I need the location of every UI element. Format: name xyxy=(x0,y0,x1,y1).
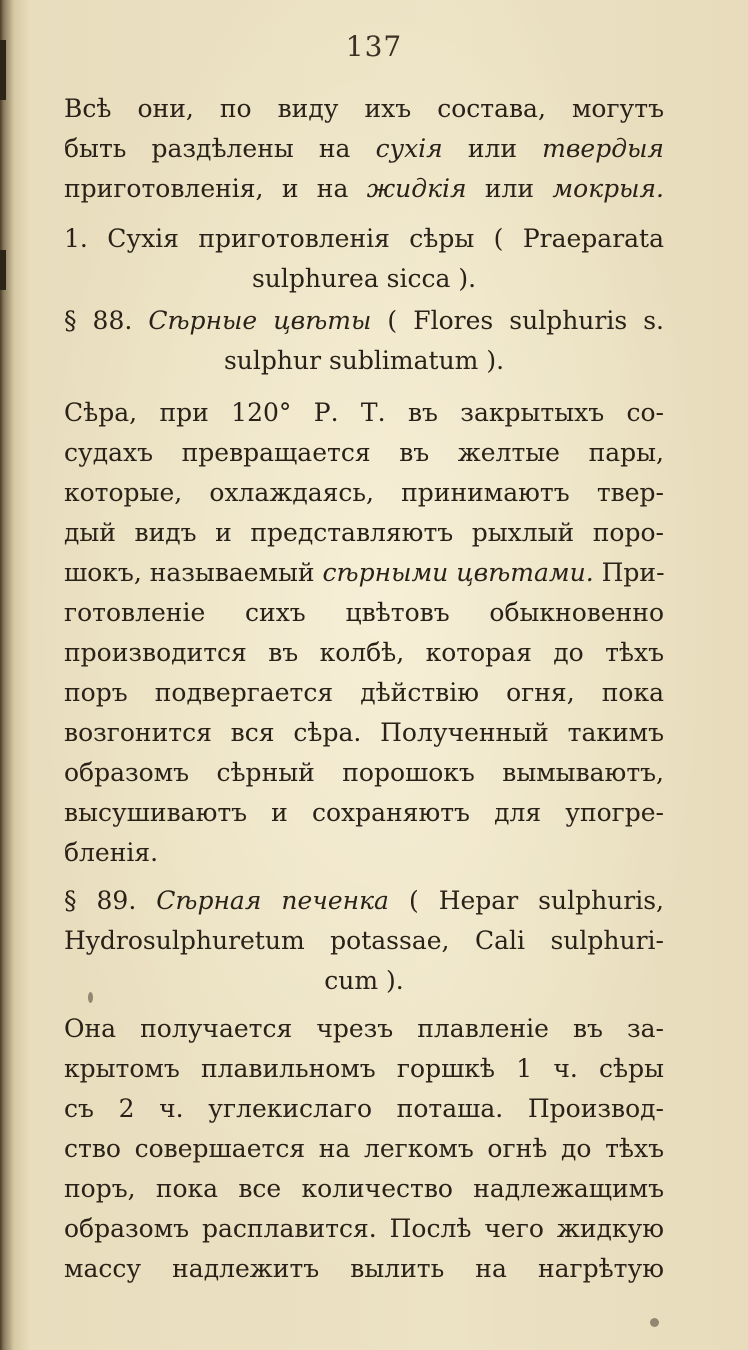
paragraph-heading xyxy=(64,922,664,960)
text-line xyxy=(64,1250,664,1288)
text-line xyxy=(64,594,664,632)
text: Всѣ они, по виду ихъ состава, могутъ xyxy=(64,94,664,123)
text: судахъ превращается въ желтые пары, xyxy=(64,438,664,467)
text: При- xyxy=(593,558,665,587)
text: бленія. xyxy=(64,838,159,867)
section-heading xyxy=(64,260,664,298)
latin-name: ( Hepar sulphuris, xyxy=(388,886,665,915)
text-line xyxy=(64,170,664,208)
italic-term: сухія xyxy=(375,134,443,163)
text-line xyxy=(64,1050,664,1088)
text-line xyxy=(64,1130,664,1168)
italic-term: сѣрными цвѣтами. xyxy=(322,558,594,587)
text: или xyxy=(466,174,553,203)
text: Сѣра, при 120° Р. Т. въ закрытыхъ со- xyxy=(64,398,664,427)
text-line xyxy=(64,554,664,592)
text: которые, охлаждаясь, принимаютъ твер- xyxy=(64,478,664,507)
paragraph-heading xyxy=(64,302,664,340)
text: приготовленія, и на xyxy=(64,174,367,203)
text: ство совершается на легкомъ огнѣ до тѣхъ xyxy=(64,1134,664,1163)
text: Она получается чрезъ плавленіе въ за- xyxy=(64,1014,664,1043)
latin-name: cum ). xyxy=(324,966,404,995)
text-line xyxy=(64,754,664,792)
text-line xyxy=(64,834,664,872)
paragraph-heading xyxy=(64,882,664,920)
text: дый видъ и представляютъ рыхлый поро- xyxy=(64,518,664,547)
paragraph-title: Сѣрные цвѣты xyxy=(148,306,372,335)
section-heading xyxy=(64,220,664,258)
latin-name: sulphur sublimatum ). xyxy=(223,346,505,375)
italic-term: твердыя xyxy=(542,134,664,163)
paragraph-number: § 89. xyxy=(64,886,157,915)
text: массу надлежитъ вылить на нагрѣтую xyxy=(64,1254,664,1283)
text: поръ, пока все количество надлежащимъ xyxy=(64,1174,664,1203)
italic-term: мокрыя. xyxy=(552,174,664,203)
text-line xyxy=(64,794,664,832)
text: производится въ колбѣ, которая до тѣхъ xyxy=(64,638,664,667)
text-line xyxy=(64,90,664,128)
paragraph-number: § 88. xyxy=(64,306,149,335)
text: поръ подвергается дѣйствію огня, пока xyxy=(64,678,664,707)
text-line xyxy=(64,434,664,472)
text: съ 2 ч. углекислаго поташа. Производ- xyxy=(64,1094,664,1123)
page-number: 137 xyxy=(345,30,403,63)
paragraph-heading xyxy=(64,962,664,1000)
heading-text: sulphurea sicca ). xyxy=(251,264,477,293)
binding-edge-mark xyxy=(0,250,6,290)
text: быть раздѣлены на xyxy=(64,134,376,163)
text-line xyxy=(64,130,664,168)
latin-name: Hydrosulphuretum potassae, Cali sulphuri- xyxy=(64,926,664,955)
text-line xyxy=(64,634,664,672)
ink-spot xyxy=(650,1318,659,1327)
text: образомъ расплавится. Послѣ чего жидкую xyxy=(64,1214,664,1243)
text: образомъ сѣрный порошокъ вымываютъ, xyxy=(64,758,664,787)
text-line xyxy=(64,1170,664,1208)
text-line xyxy=(64,474,664,512)
paragraph-heading xyxy=(64,342,664,380)
text-line xyxy=(64,514,664,552)
heading-text: 1. Сухія приготовленія сѣры ( Praeparata xyxy=(64,224,664,253)
text: возгонится вся сѣра. Полученный такимъ xyxy=(64,718,664,747)
text: высушиваютъ и сохраняютъ для упогре- xyxy=(64,798,664,827)
text-line xyxy=(64,1010,664,1048)
text-line xyxy=(64,394,664,432)
text: крытомъ плавильномъ горшкѣ 1 ч. сѣры xyxy=(64,1054,664,1083)
italic-term: жидкія xyxy=(366,174,467,203)
text-line xyxy=(64,714,664,752)
text: или xyxy=(442,134,543,163)
text-line xyxy=(64,1090,664,1128)
text: шокъ, называемый xyxy=(64,558,323,587)
text-line xyxy=(64,1210,664,1248)
text: готовленіе сихъ цвѣтовъ обыкновенно xyxy=(64,598,664,627)
latin-name: ( Flores sulphuris s. xyxy=(371,306,664,335)
text-line xyxy=(64,674,664,712)
paragraph-title: Сѣрная печенка xyxy=(156,886,389,915)
